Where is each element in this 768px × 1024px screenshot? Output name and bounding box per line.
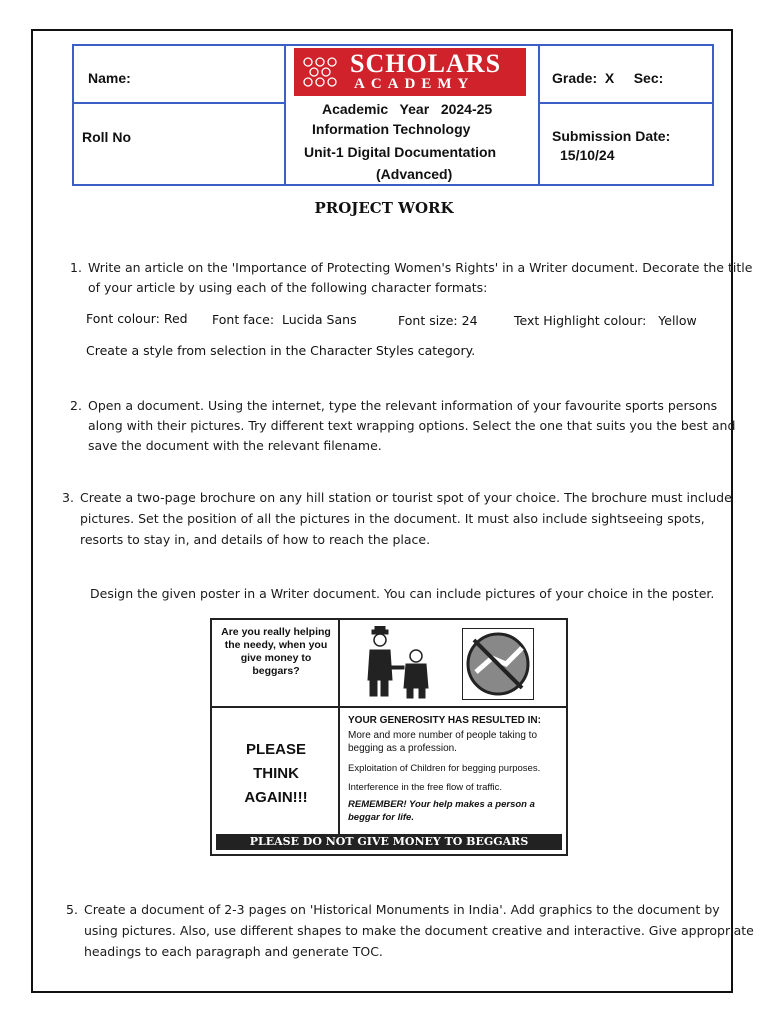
page-title: PROJECT WORK (314, 199, 454, 217)
level: (Advanced) (376, 166, 453, 182)
academic-year: Academic Year 2024-25 (322, 101, 493, 117)
roll-no-label: Roll No (82, 129, 131, 145)
logo-text-academy: ACADEMY (354, 76, 475, 92)
logo-text-scholars: SCHOLARS (350, 49, 502, 78)
poster-generosity-heading: YOUR GENEROSITY HAS RESULTED IN: (348, 715, 541, 726)
logo-emblem-icon (300, 54, 340, 90)
submission-date-label: Submission Date: (552, 128, 671, 144)
poster-remember: REMEMBER! Your help makes a person a beggar for life. (348, 799, 535, 823)
poster-people-illustration (364, 626, 436, 700)
grade-label: Grade: X Sec: (552, 70, 664, 86)
format-colour: Font colour: Red (86, 311, 188, 326)
poster-generosity-3: Interference in the free flow of traffic. (348, 782, 503, 793)
format-size: Font size: 24 (398, 313, 478, 328)
unit-title: Unit-1 Digital Documentation (304, 144, 497, 160)
question-1-style: Create a style from selection in the Character Styles category. (86, 343, 476, 358)
beggars-poster (210, 618, 568, 856)
scholars-academy-logo (294, 48, 526, 96)
header-table (72, 44, 714, 186)
poster-generosity-1: More and more number of people taking to begging as a profession. (348, 730, 537, 754)
format-face: Font face: Lucida Sans (212, 312, 357, 327)
poster-generosity-2: Exploitation of Children for begging purposes. (348, 763, 541, 774)
name-label: Name: (88, 70, 131, 86)
submission-date-value: 15/10/24 (560, 147, 615, 163)
poster-no-begging-icon (462, 628, 534, 700)
question-4: Design the given poster in a Writer document. You can include pictures of your choice in the poster. (90, 586, 715, 601)
subject: Information Technology (312, 121, 471, 137)
poster-please-think-again: PLEASE THINK AGAIN!!! (244, 741, 308, 806)
format-highlight: Text Highlight colour: Yellow (514, 313, 697, 328)
poster-question: Are you really helping the needy, when you give money to beggars? (221, 626, 331, 677)
poster-footer-banner: PLEASE DO NOT GIVE MONEY TO BEGGARS (216, 834, 562, 850)
